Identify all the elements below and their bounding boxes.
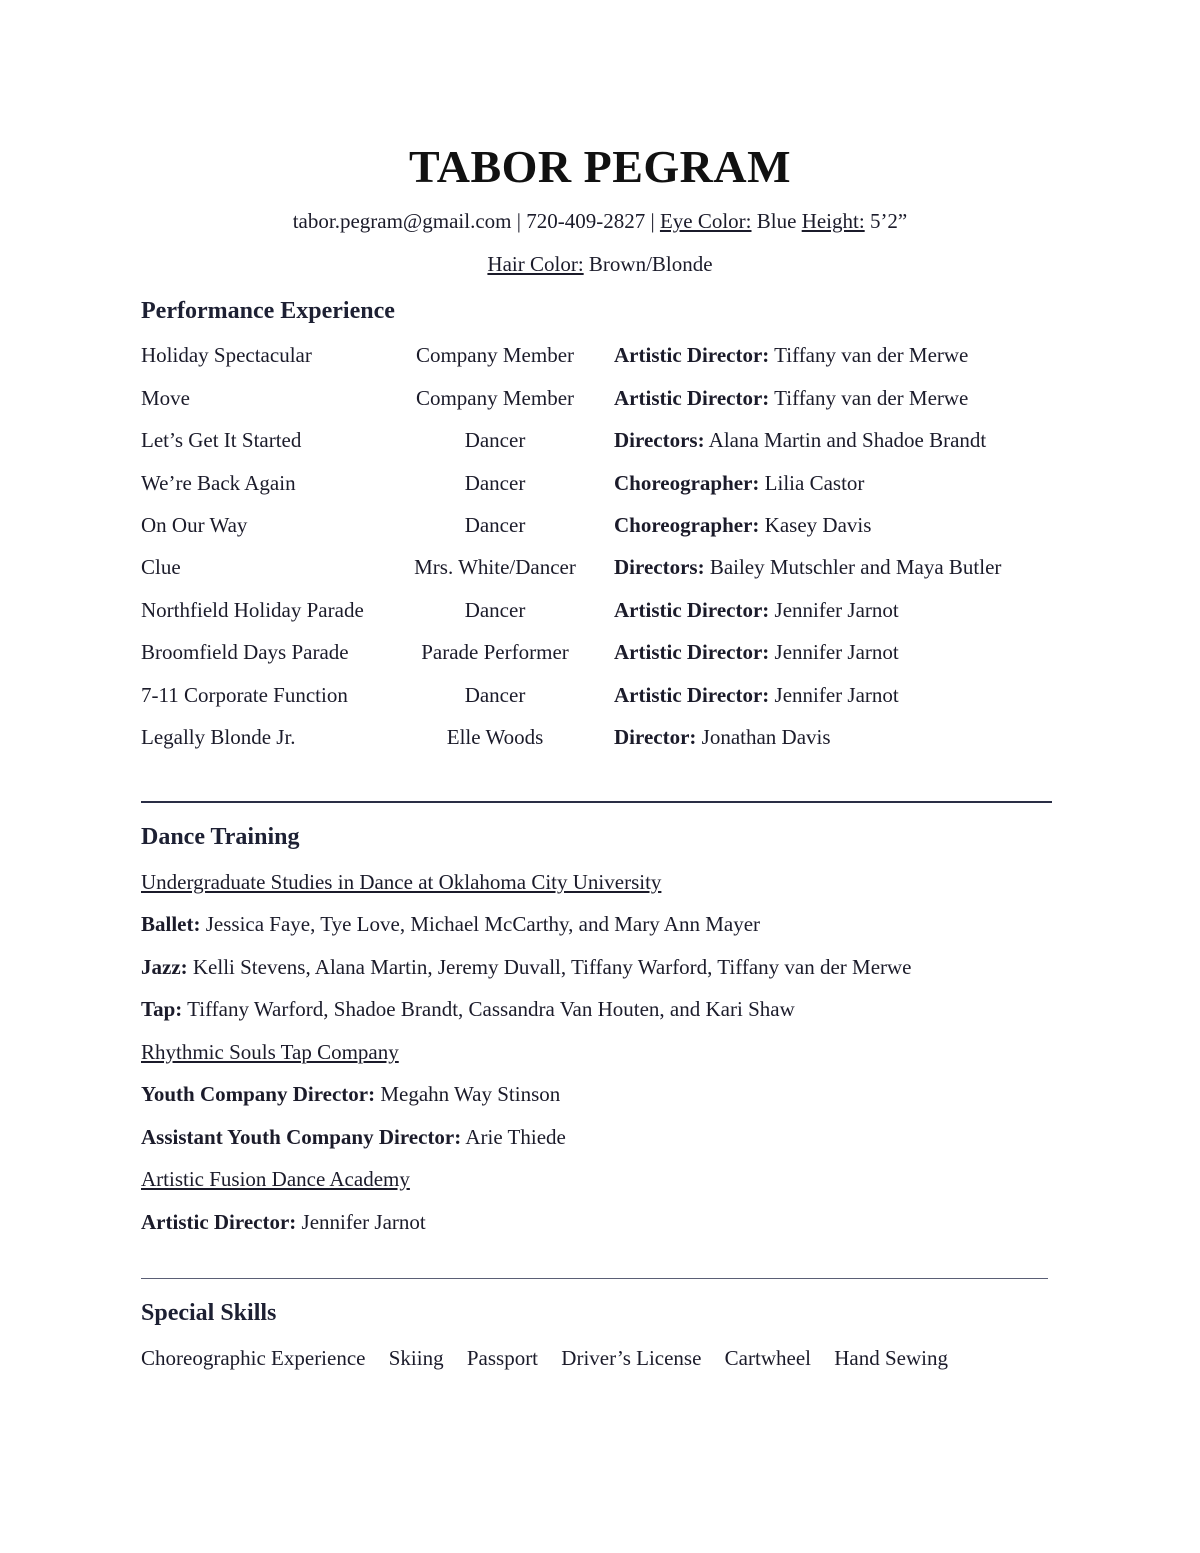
credit bbox=[614, 428, 986, 453]
credit-name: Tiffany van der Merwe bbox=[774, 386, 969, 410]
assistant-youth-director-label: Assistant Youth Company Director: bbox=[141, 1125, 462, 1149]
skill-item: Hand Sewing bbox=[834, 1346, 948, 1370]
ballet-teachers: Jessica Faye, Tye Love, Michael McCarthy, and Mary Ann Mayer bbox=[205, 912, 761, 936]
email: tabor.pegram@gmail.com bbox=[292, 209, 512, 233]
role: Dancer bbox=[464, 598, 526, 622]
role: Parade Performer bbox=[421, 640, 569, 664]
ocu-heading: Undergraduate Studies in Dance at Oklahoma City University bbox=[141, 870, 662, 894]
ballet-line bbox=[141, 912, 760, 937]
skill-item: Skiing bbox=[388, 1346, 444, 1370]
afda-director-label: Artistic Director: bbox=[141, 1210, 297, 1234]
section-divider bbox=[141, 801, 1052, 803]
credit-name: Jennifer Jarnot bbox=[774, 640, 899, 664]
credit-label: Artistic Director: bbox=[614, 598, 770, 622]
tap-teachers: Tiffany Warford, Shadoe Brandt, Cassandra Van Houten, and Kari Shaw bbox=[187, 997, 795, 1021]
show-name: Clue bbox=[141, 555, 181, 579]
credit-label: Choreographer: bbox=[614, 471, 760, 495]
performance-title: Performance Experience bbox=[141, 298, 395, 324]
show-name: On Our Way bbox=[141, 513, 248, 537]
eye-color-label: Eye Color: bbox=[659, 209, 752, 233]
show-name: Legally Blonde Jr. bbox=[141, 725, 296, 749]
performance-row bbox=[0, 640, 1200, 670]
show-name: 7-11 Corporate Function bbox=[141, 683, 348, 707]
credit-name: Jennifer Jarnot bbox=[774, 683, 899, 707]
afda-heading: Artistic Fusion Dance Academy bbox=[141, 1167, 410, 1191]
credit-label: Artistic Director: bbox=[614, 386, 770, 410]
training-title: Dance Training bbox=[141, 824, 300, 850]
credit-label: Artistic Director: bbox=[614, 343, 770, 367]
assistant-youth-director-line bbox=[141, 1125, 566, 1150]
performance-row bbox=[0, 598, 1200, 628]
credit bbox=[614, 555, 1001, 580]
skill-item: Choreographic Experience bbox=[141, 1346, 366, 1370]
skill-item: Cartwheel bbox=[724, 1346, 811, 1370]
rhythmic-souls-heading: Rhythmic Souls Tap Company bbox=[141, 1040, 399, 1064]
role: Company Member bbox=[415, 343, 575, 367]
skill-item: Passport bbox=[466, 1346, 539, 1370]
section-divider bbox=[141, 1278, 1048, 1279]
credit bbox=[614, 683, 899, 708]
credit bbox=[614, 343, 968, 368]
credit bbox=[614, 471, 864, 496]
jazz-teachers: Kelli Stevens, Alana Martin, Jeremy Duvall, Tiffany Warford, Tiffany van der Merwe bbox=[192, 955, 912, 979]
youth-director-line bbox=[141, 1082, 560, 1107]
tap-label: Tap: bbox=[141, 997, 183, 1021]
hair-line bbox=[0, 252, 1200, 277]
performance-row bbox=[0, 428, 1200, 458]
role: Company Member bbox=[415, 386, 575, 410]
role: Dancer bbox=[464, 471, 526, 495]
credit-name: Tiffany van der Merwe bbox=[774, 343, 969, 367]
youth-director: Megahn Way Stinson bbox=[380, 1082, 561, 1106]
role: Elle Woods bbox=[446, 725, 544, 749]
performance-row bbox=[0, 725, 1200, 755]
assistant-youth-director: Arie Thiede bbox=[465, 1125, 566, 1149]
credit bbox=[614, 640, 899, 665]
role: Dancer bbox=[464, 428, 526, 452]
credit-name: Bailey Mutschler and Maya Butler bbox=[709, 555, 1002, 579]
credit-label: Artistic Director: bbox=[614, 640, 770, 664]
performance-row bbox=[0, 343, 1200, 373]
height-label: Height: bbox=[801, 209, 865, 233]
performance-row bbox=[0, 513, 1200, 543]
credit bbox=[614, 386, 968, 411]
show-name: Northfield Holiday Parade bbox=[141, 598, 364, 622]
skills-title: Special Skills bbox=[141, 1300, 277, 1326]
phone: 720-409-2827 bbox=[526, 209, 646, 233]
jazz-line bbox=[141, 955, 912, 980]
resume-name: TABOR PEGRAM bbox=[408, 141, 792, 192]
credit bbox=[614, 725, 831, 750]
credit bbox=[614, 513, 871, 538]
credit-name: Lilia Castor bbox=[764, 471, 865, 495]
credit-label: Directors: bbox=[614, 428, 705, 452]
credit-label: Director: bbox=[614, 725, 697, 749]
credit-name: Kasey Davis bbox=[764, 513, 872, 537]
show-name: Holiday Spectacular bbox=[141, 343, 312, 367]
performance-row bbox=[0, 683, 1200, 713]
hair-color-label: Hair Color: bbox=[487, 252, 584, 276]
credit-label: Directors: bbox=[614, 555, 705, 579]
contact-line: tabor.pegram@gmail.com | 720-409-2827 | Eye Color: Blue Height: 5’2” bbox=[292, 209, 908, 233]
ballet-label: Ballet: bbox=[141, 912, 201, 936]
credit-name: Alana Martin and Shadoe Brandt bbox=[708, 428, 987, 452]
performance-row bbox=[0, 386, 1200, 416]
hair-color: Brown/Blonde bbox=[588, 252, 713, 276]
height: 5’2” bbox=[869, 209, 908, 233]
tap-line bbox=[141, 997, 795, 1022]
skill-item: Driver’s License bbox=[561, 1346, 702, 1370]
credit-label: Artistic Director: bbox=[614, 683, 770, 707]
skills-list bbox=[141, 1346, 966, 1371]
role: Dancer bbox=[464, 513, 526, 537]
credit bbox=[614, 598, 899, 623]
role: Dancer bbox=[464, 683, 526, 707]
jazz-label: Jazz: bbox=[141, 955, 188, 979]
afda-director-line bbox=[141, 1210, 426, 1235]
role: Mrs. White/Dancer bbox=[414, 555, 576, 579]
performance-row bbox=[0, 471, 1200, 501]
show-name: Move bbox=[141, 386, 190, 410]
performance-row bbox=[0, 555, 1200, 585]
credit-name: Jennifer Jarnot bbox=[774, 598, 899, 622]
show-name: We’re Back Again bbox=[141, 471, 296, 495]
youth-director-label: Youth Company Director: bbox=[141, 1082, 376, 1106]
eye-color: Blue bbox=[756, 209, 797, 233]
credit-label: Choreographer: bbox=[614, 513, 760, 537]
show-name: Broomfield Days Parade bbox=[141, 640, 349, 664]
credit-name: Jonathan Davis bbox=[701, 725, 831, 749]
afda-director: Jennifer Jarnot bbox=[301, 1210, 426, 1234]
show-name: Let’s Get It Started bbox=[141, 428, 302, 452]
